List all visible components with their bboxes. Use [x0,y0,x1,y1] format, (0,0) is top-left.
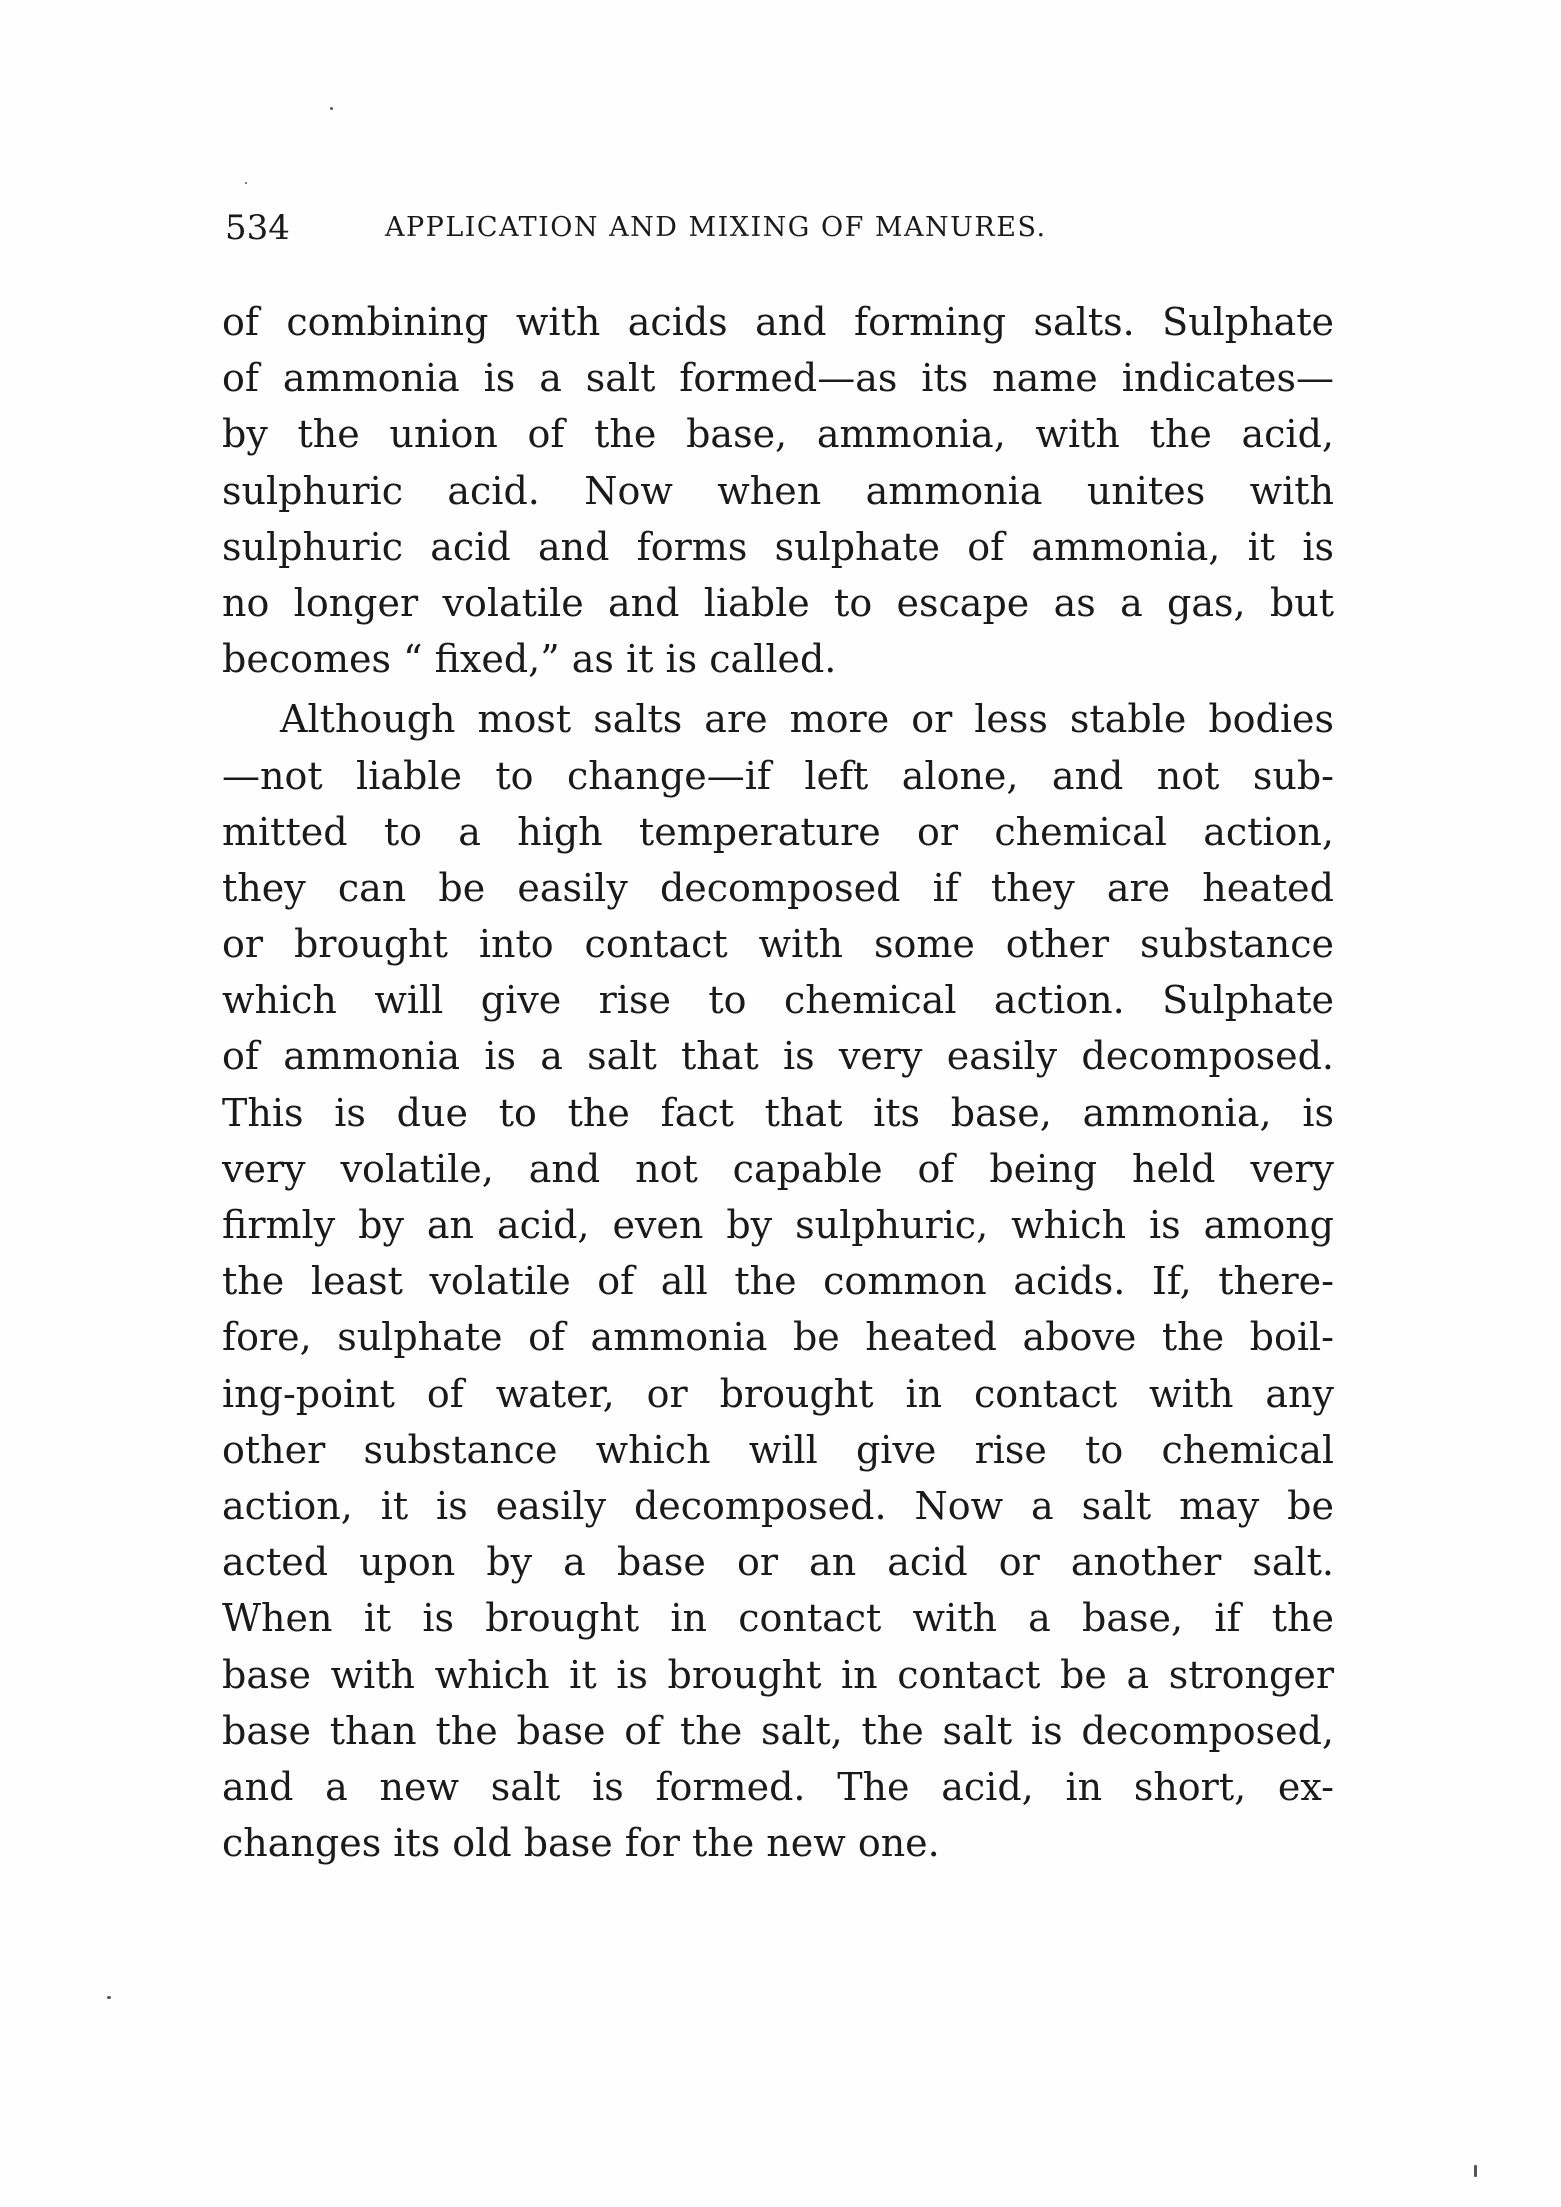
text-line: Although most salts are more or less stable bodies [280,697,1334,742]
text-line: becomes “ fixed,” as it is called. [222,637,837,682]
paragraph [222,294,1334,687]
text-line: firmly by an acid, even by sulphuric, which is among [222,1203,1334,1247]
text-line: other substance which will give rise to chemical [222,1427,1334,1472]
text-line: or brought into contact with some other substance [222,922,1334,967]
text-line: by the union of the base, ammonia, with the acid, [222,412,1334,457]
body-text [222,294,1334,1871]
page-number: 534 [225,208,290,248]
text-line: they can be easily decomposed if they are heated [222,865,1334,910]
running-head [225,208,1330,258]
text-line: changes its old base for the new one. [222,1821,940,1866]
ink-speck [1474,2165,1477,2177]
text-line: and a new salt is formed. The acid, in short, ex- [222,1764,1334,1809]
ink-speck [245,182,247,184]
text-line: fore, sulphate of ammonia be heated above the boil- [222,1315,1334,1360]
text-line: This is due to the fact that its base, ammonia, is [222,1090,1334,1135]
text-line: no longer volatile and liable to escape as a gas, but [222,580,1334,625]
text-line: of combining with acids and forming salts. Sulphate [222,300,1334,344]
paragraph [222,691,1334,1871]
text-line: acted upon by a base or an acid or another salt. [222,1540,1334,1585]
text-line: very volatile, and not capable of being held very [222,1146,1334,1191]
text-line: the least volatile of all the common acids. If, there- [222,1259,1334,1304]
text-line: which will give rise to chemical action. Sulphate [222,978,1334,1023]
ink-speck [107,1996,111,1999]
text-line: of ammonia is a salt that is very easily decomposed. [222,1034,1334,1079]
text-line: sulphuric acid. Now when ammonia unites with [222,468,1334,513]
text-line: base than the base of the salt, the salt is decomposed, [222,1708,1334,1753]
running-title: APPLICATION AND MIXING OF MANURES. [385,212,1047,243]
text-line: action, it is easily decomposed. Now a salt may be [222,1483,1334,1528]
text-line: ing-point of water, or brought in contact with any [222,1371,1334,1416]
text-line: of ammonia is a salt formed—as its name indicates— [222,356,1334,401]
text-line: mitted to a high temperature or chemical action, [222,809,1334,854]
text-line: —not liable to change—if left alone, and not sub- [222,753,1334,798]
text-line: sulphuric acid and forms sulphate of ammonia, it is [222,524,1334,569]
ink-speck [330,107,333,110]
text-line: base with which it is brought in contact be a stronger [222,1652,1334,1697]
text-line: When it is brought in contact with a base, if the [222,1596,1334,1641]
